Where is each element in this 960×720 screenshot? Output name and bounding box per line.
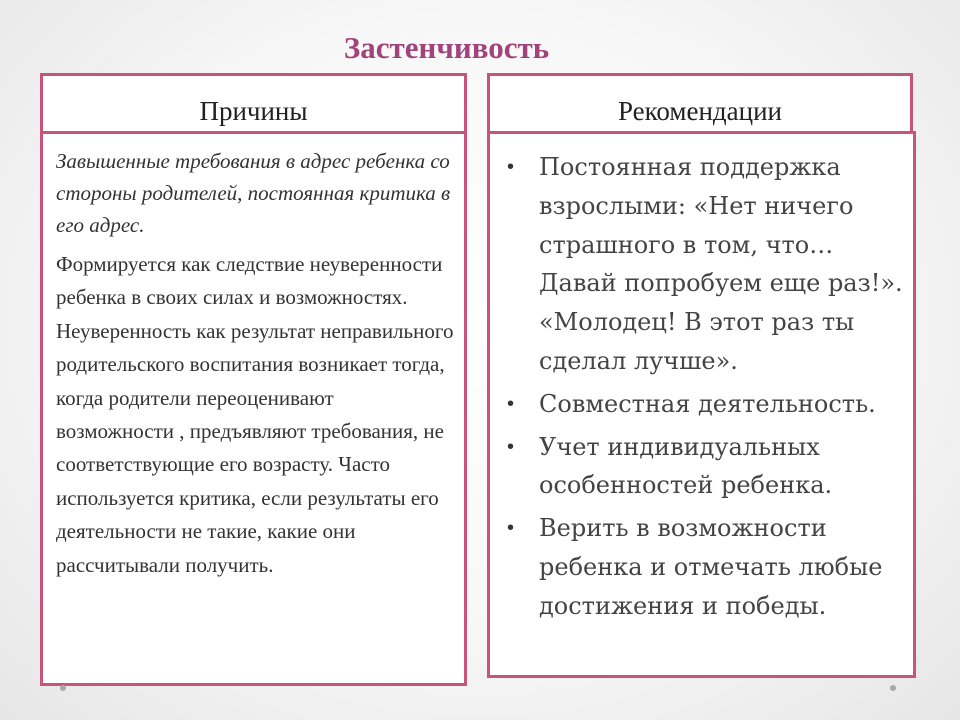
bullet-icon: • bbox=[507, 435, 515, 458]
recommendation-text: Совместная деятельность. bbox=[539, 389, 876, 418]
recommendations-panel bbox=[487, 131, 916, 678]
causes-main-text: Формируется как следствие неуверенности ребенка в своих силах и возможностях. Неуверенность как результат неправильного родительского воспитания возникает тогда, когда родители переоценивают возможности , предъявляют требования, не соответствующие его возрасту. Часто используется критика, если результаты его деятельности не такие, какие они рассчитывали получить. bbox=[56, 252, 454, 577]
recommendation-item bbox=[502, 385, 903, 424]
recommendation-item bbox=[502, 509, 903, 625]
recommendations-list bbox=[502, 148, 903, 626]
bullet-icon: • bbox=[507, 156, 515, 178]
decorative-dot bbox=[890, 685, 896, 691]
recommendation-text: Верить в возможности ребенка и отмечать любые достижения и победы. bbox=[539, 514, 883, 620]
bullet-icon: • bbox=[507, 517, 515, 540]
recommendation-item bbox=[502, 148, 903, 381]
causes-italic-text: Завышенные требования в адрес ребенка со стороны родителей, постоянная критика в его адрес. bbox=[56, 149, 451, 237]
recommendation-item bbox=[502, 428, 903, 506]
causes-panel bbox=[40, 131, 467, 686]
bullet-icon: • bbox=[507, 392, 515, 415]
recommendations-header: Рекомендации bbox=[487, 73, 913, 134]
decorative-dot bbox=[60, 685, 66, 691]
recommendation-text: Учет индивидуальных особенностей ребенка. bbox=[539, 432, 833, 500]
recommendation-text: Постоянная поддержка взрослыми: «Нет ничего страшного в том, что… Давай попробуем еще раз!». «Молодец! В этот раз ты сделал лучше». bbox=[539, 153, 903, 375]
causes-header: Причины bbox=[40, 73, 467, 134]
slide-title: Застенчивость bbox=[343, 30, 550, 65]
